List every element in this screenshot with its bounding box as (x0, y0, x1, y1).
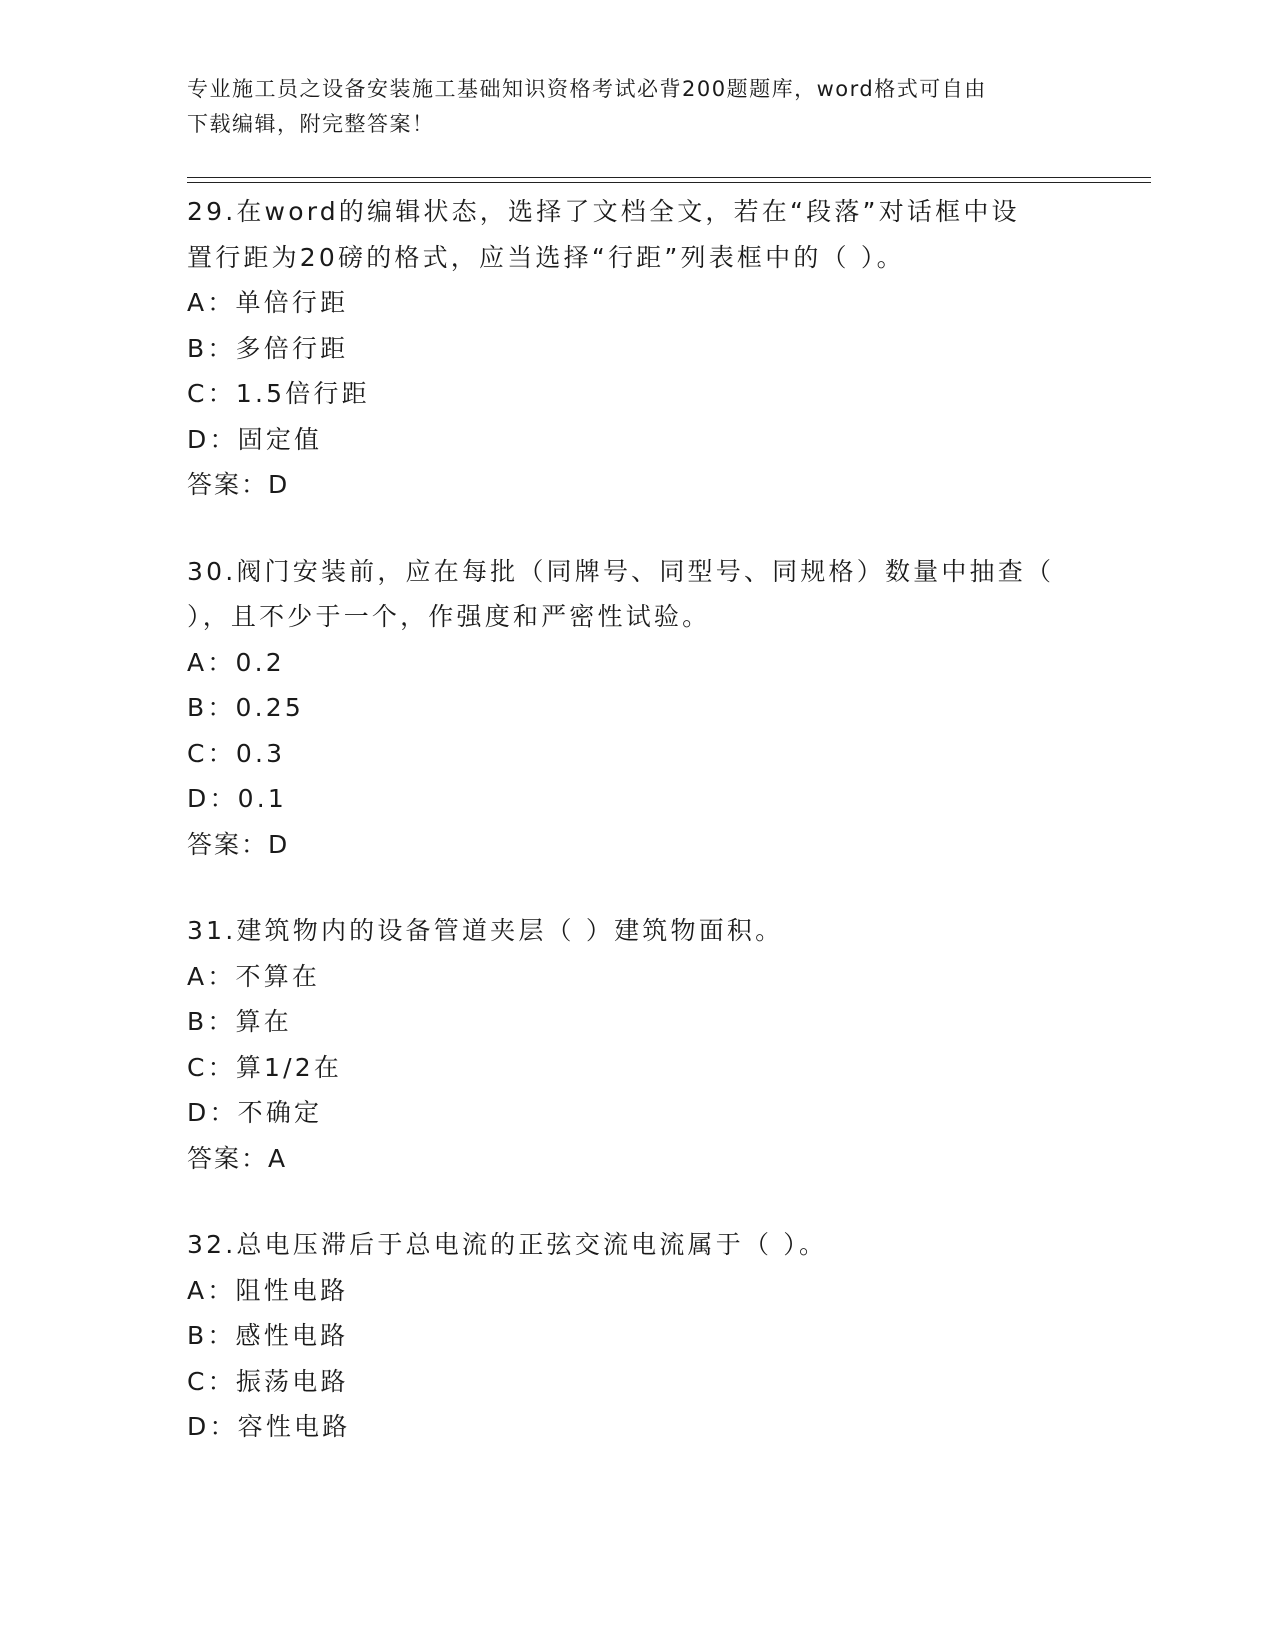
option-a: A：不算在 (187, 961, 321, 991)
header-line-2: 下载编辑，附完整答案！ (187, 112, 435, 136)
question-spacer (187, 508, 1087, 549)
question-list (187, 189, 1087, 1450)
answer-line: 答案：D (187, 470, 290, 499)
question-31 (187, 908, 1087, 1181)
question-text-line: ），且不少于一个，作强度和严密性试验。 (187, 602, 711, 631)
question-29 (187, 189, 1087, 508)
option-c: C：1.5倍行距 (187, 379, 370, 408)
question-text-line: 29.在word的编辑状态，选择了文档全文，若在“段落”对话框中设 (187, 197, 1020, 226)
question-text-line: 置行距为20磅的格式，应当选择“行距”列表框中的（ ）。 (187, 242, 905, 272)
option-d: D：不确定 (187, 1098, 323, 1127)
option-a: A：阻性电路 (187, 1275, 349, 1305)
option-c: C：振荡电路 (187, 1366, 349, 1396)
question-text-line: 30.阀门安装前，应在每批（同牌号、同型号、同规格）数量中抽查（ (187, 556, 1055, 586)
answer-line: 答案：A (187, 1143, 288, 1173)
option-a: A：0.2 (187, 647, 285, 677)
option-d: D：容性电路 (187, 1412, 351, 1441)
option-a: A：单倍行距 (187, 288, 349, 317)
question-30 (187, 549, 1087, 868)
question-32 (187, 1222, 1087, 1450)
header-line-1: 专业施工员之设备安装施工基础知识资格考试必背200题题库，word格式可自由 (187, 77, 987, 101)
option-b: B：算在 (187, 1007, 292, 1036)
header-divider-top (187, 177, 1151, 178)
option-c: C：0.3 (187, 738, 286, 768)
option-d: D：0.1 (187, 784, 288, 813)
question-spacer (187, 1181, 1087, 1222)
question-text-line: 31.建筑物内的设备管道夹层（ ）建筑物面积。 (187, 916, 784, 945)
answer-line: 答案：D (187, 829, 290, 859)
document-header (187, 72, 1067, 142)
option-c: C：算1/2在 (187, 1052, 343, 1082)
header-divider-bottom (187, 182, 1151, 183)
question-spacer (187, 867, 1087, 908)
option-b: B：感性电路 (187, 1321, 349, 1350)
option-d: D：固定值 (187, 424, 323, 454)
option-b: B：多倍行距 (187, 333, 349, 363)
question-text-line: 32.总电压滞后于总电流的正弦交流电流属于（ ）。 (187, 1230, 828, 1259)
option-b: B：0.25 (187, 693, 305, 722)
